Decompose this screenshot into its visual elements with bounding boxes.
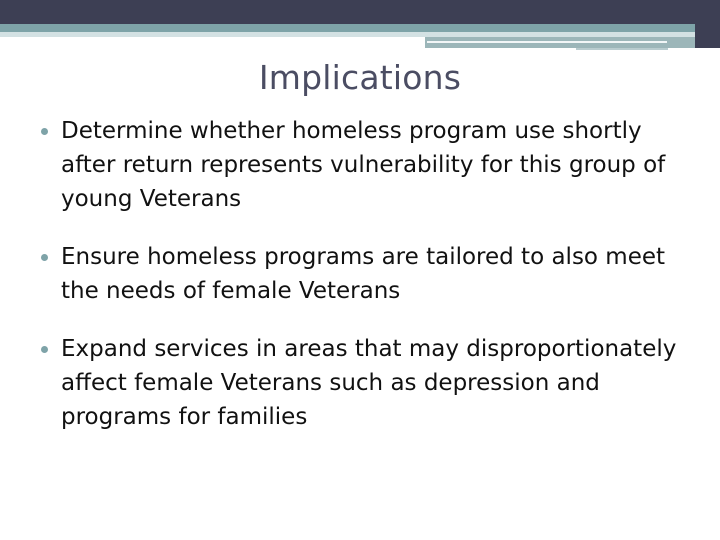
slide-title: Implications <box>258 58 462 97</box>
bullet-item <box>40 114 680 216</box>
bullet-text: Ensure homeless programs are tailored to also meet the needs of female Veterans <box>61 244 666 304</box>
bullet-dot-icon <box>41 128 48 135</box>
bullet-item <box>40 240 680 308</box>
bullet-text: Expand services in areas that may disproportionately affect female Veterans such as depression and programs for families <box>61 336 677 430</box>
header-band-dark <box>0 0 720 24</box>
header-band-teal <box>0 24 720 32</box>
bullet-text: Determine whether homeless program use shortly after return represents vulnerability for this group of young Veterans <box>61 118 666 212</box>
bullet-list <box>40 114 680 458</box>
bullet-dot-icon <box>41 346 48 353</box>
bullet-item <box>40 332 680 434</box>
header-corner-block <box>695 24 720 48</box>
header-accent-tail <box>576 48 668 50</box>
header-accent-line <box>427 41 667 43</box>
bullet-dot-icon <box>41 254 48 261</box>
